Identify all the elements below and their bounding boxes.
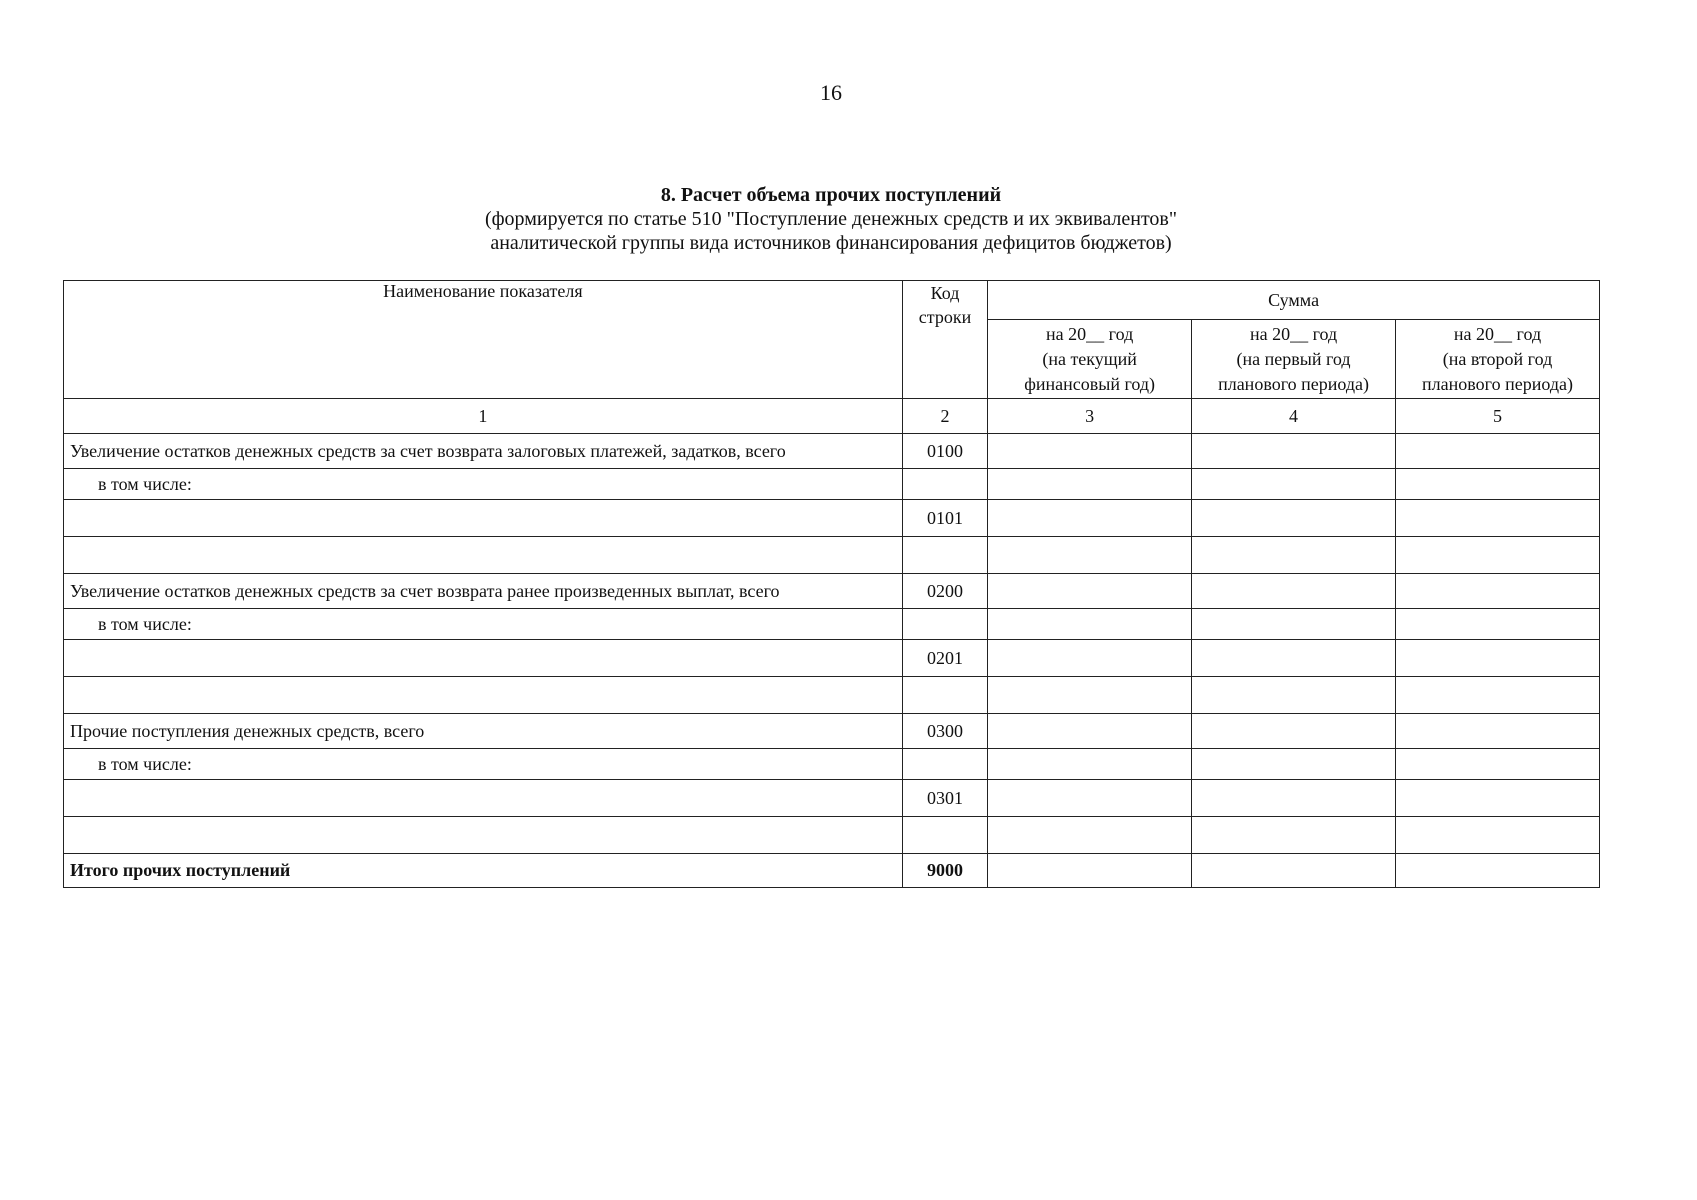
page-number: 16 xyxy=(820,80,842,105)
row-name: Прочие поступления денежных средств, всего xyxy=(64,714,903,749)
sum-current-cell[interactable] xyxy=(988,714,1192,749)
sum-current-cell[interactable] xyxy=(988,749,1192,780)
row-name[interactable] xyxy=(64,817,903,854)
total-sum-first-plan-cell[interactable] xyxy=(1192,854,1396,888)
header-code-line-1: Код xyxy=(930,283,960,303)
other-receipts-table xyxy=(63,280,1600,888)
sum-current-cell[interactable] xyxy=(988,817,1192,854)
sum-current-cell[interactable] xyxy=(988,780,1192,817)
row-name[interactable] xyxy=(64,780,903,817)
sum-first-plan-cell[interactable] xyxy=(1192,537,1396,574)
sum-current-cell[interactable] xyxy=(988,434,1192,469)
sum-second-plan-cell[interactable] xyxy=(1396,817,1600,854)
row-code: 0300 xyxy=(902,714,987,749)
row-code xyxy=(902,749,987,780)
header-period-first-plan xyxy=(1192,320,1396,399)
column-number-1: 1 xyxy=(64,399,903,434)
total-sum-current-cell[interactable] xyxy=(988,854,1192,888)
section-heading xyxy=(0,183,1662,255)
sum-current-cell[interactable] xyxy=(988,469,1192,500)
table-row xyxy=(64,609,1600,640)
sum-first-plan-cell[interactable] xyxy=(1192,469,1396,500)
row-name: в том числе: xyxy=(64,469,903,500)
column-number-4: 4 xyxy=(1192,399,1396,434)
section-subtitle-line-1: (формируется по статье 510 "Поступление денежных средств и их эквивалентов" xyxy=(484,208,1178,230)
sum-first-plan-cell[interactable] xyxy=(1192,609,1396,640)
total-name: Итого прочих поступлений xyxy=(64,854,903,888)
sum-second-plan-cell[interactable] xyxy=(1396,574,1600,609)
row-name[interactable] xyxy=(64,537,903,574)
row-code: 0200 xyxy=(902,574,987,609)
period-first-line-1: на 20__ год xyxy=(1249,323,1338,344)
row-code: 0201 xyxy=(902,640,987,677)
column-number-2: 2 xyxy=(902,399,987,434)
period-current-line-2: (на текущий xyxy=(1042,348,1137,369)
total-sum-second-plan-cell[interactable] xyxy=(1396,854,1600,888)
sum-second-plan-cell[interactable] xyxy=(1396,500,1600,537)
sum-first-plan-cell[interactable] xyxy=(1192,500,1396,537)
period-second-line-1: на 20__ год xyxy=(1453,323,1542,344)
sum-first-plan-cell[interactable] xyxy=(1192,574,1396,609)
table-row xyxy=(64,537,1600,574)
period-second-line-2: (на второй год xyxy=(1442,348,1553,369)
row-name[interactable] xyxy=(64,500,903,537)
row-code: 0101 xyxy=(902,500,987,537)
sum-first-plan-cell[interactable] xyxy=(1192,780,1396,817)
period-first-line-2: (на первый год xyxy=(1236,348,1351,369)
header-code-line-2: строки xyxy=(918,307,972,327)
sum-first-plan-cell[interactable] xyxy=(1192,677,1396,714)
period-first-line-3: планового периода) xyxy=(1218,373,1370,394)
row-code xyxy=(902,469,987,500)
total-code: 9000 xyxy=(902,854,987,888)
section-title: 8. Расчет объема прочих поступлений xyxy=(660,184,1002,206)
sum-second-plan-cell[interactable] xyxy=(1396,609,1600,640)
period-second-line-3: планового периода) xyxy=(1422,373,1573,394)
table-row xyxy=(64,780,1600,817)
row-name: Увеличение остатков денежных средств за счет возврата залоговых платежей, задатков, всего xyxy=(64,434,903,469)
sum-second-plan-cell[interactable] xyxy=(1396,677,1600,714)
sum-second-plan-cell[interactable] xyxy=(1396,714,1600,749)
table-row xyxy=(64,714,1600,749)
row-name[interactable] xyxy=(64,640,903,677)
row-name: Увеличение остатков денежных средств за счет возврата ранее произведенных выплат, всего xyxy=(64,574,903,609)
table-row xyxy=(64,469,1600,500)
sum-current-cell[interactable] xyxy=(988,500,1192,537)
row-code: 0301 xyxy=(902,780,987,817)
sum-second-plan-cell[interactable] xyxy=(1396,537,1600,574)
sum-first-plan-cell[interactable] xyxy=(1192,434,1396,469)
period-current-line-3: финансовый год) xyxy=(1024,373,1156,394)
sum-first-plan-cell[interactable] xyxy=(1192,640,1396,677)
sum-second-plan-cell[interactable] xyxy=(1396,640,1600,677)
row-name: в том числе: xyxy=(64,749,903,780)
sum-current-cell[interactable] xyxy=(988,677,1192,714)
sum-second-plan-cell[interactable] xyxy=(1396,469,1600,500)
section-subtitle-line-2: аналитической группы вида источников финансирования дефицитов бюджетов) xyxy=(490,232,1172,254)
table-row xyxy=(64,434,1600,469)
sum-first-plan-cell[interactable] xyxy=(1192,817,1396,854)
table-row xyxy=(64,640,1600,677)
table-row xyxy=(64,500,1600,537)
header-period-current xyxy=(988,320,1192,399)
table-row xyxy=(64,574,1600,609)
sum-first-plan-cell[interactable] xyxy=(1192,749,1396,780)
sum-second-plan-cell[interactable] xyxy=(1396,780,1600,817)
table-row xyxy=(64,817,1600,854)
row-code xyxy=(902,609,987,640)
sum-current-cell[interactable] xyxy=(988,609,1192,640)
row-name: в том числе: xyxy=(64,609,903,640)
sum-current-cell[interactable] xyxy=(988,537,1192,574)
row-code xyxy=(902,817,987,854)
row-code xyxy=(902,537,987,574)
header-sum: Сумма xyxy=(988,281,1600,320)
row-name[interactable] xyxy=(64,677,903,714)
sum-second-plan-cell[interactable] xyxy=(1396,749,1600,780)
column-number-5: 5 xyxy=(1396,399,1600,434)
header-period-second-plan xyxy=(1396,320,1600,399)
table-row xyxy=(64,749,1600,780)
sum-first-plan-cell[interactable] xyxy=(1192,714,1396,749)
sum-second-plan-cell[interactable] xyxy=(1396,434,1600,469)
header-indicator-name: Наименование показателя xyxy=(64,281,903,399)
table-row xyxy=(64,677,1600,714)
header-line-code xyxy=(902,281,987,399)
column-number-3: 3 xyxy=(988,399,1192,434)
total-row xyxy=(64,854,1600,888)
sum-current-cell[interactable] xyxy=(988,574,1192,609)
row-code xyxy=(902,677,987,714)
row-code: 0100 xyxy=(902,434,987,469)
sum-current-cell[interactable] xyxy=(988,640,1192,677)
period-current-line-1: на 20__ год xyxy=(1046,323,1134,344)
